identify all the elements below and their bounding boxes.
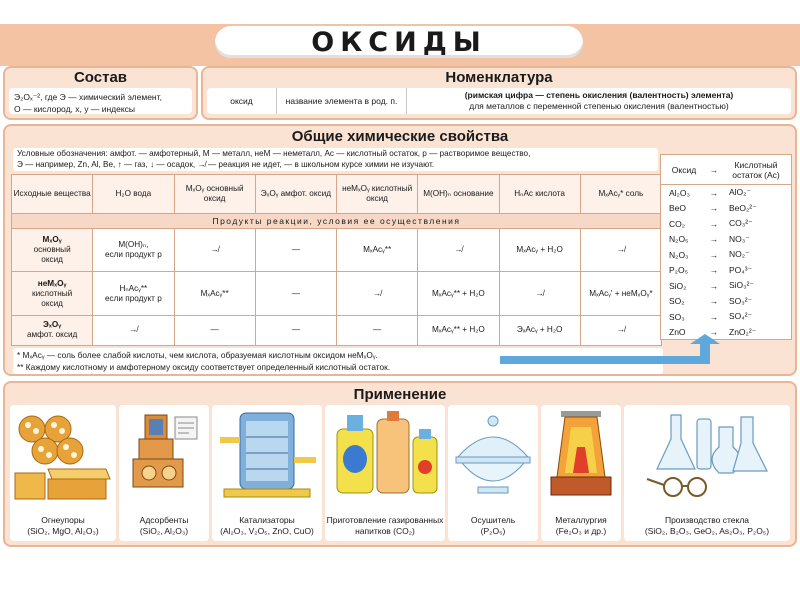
row-head-formula: ЭₓOᵧ <box>43 320 62 330</box>
acid-oxide-formula: ZnO <box>669 327 686 338</box>
table-cell: ↛ <box>580 315 661 345</box>
properties-legend <box>13 148 658 171</box>
table-cell: ЭₓAcᵧ + H₂O <box>499 315 580 345</box>
table-cell: ↛ <box>174 229 255 272</box>
arrow-icon: → <box>709 265 719 276</box>
composition-panel <box>3 66 198 120</box>
acid-table-row <box>661 278 791 294</box>
acid-table-row <box>661 216 791 232</box>
table-row <box>12 229 662 272</box>
acid-oxide-formula: CO₂ <box>669 218 686 229</box>
application-adsorbents <box>119 405 209 541</box>
adsorber-apparatus-icon <box>119 407 209 505</box>
nomenclature-valence-line-2: для металлов с переменной степенью окисления (валентностью) <box>469 101 729 111</box>
table-cell: M(OH)ₙ, если продукт р <box>93 229 174 272</box>
nomenclature-valence-line-1: (римская цифра — степень окисления (валентность) элемента) <box>464 90 734 100</box>
application-refractories <box>10 405 116 541</box>
acid-residue-formula: SO₄²⁻ <box>729 311 753 322</box>
nomenclature-col-oxide: оксид <box>207 88 277 114</box>
application-caption: Приготовление газированных напитков (CO₂) <box>326 515 444 536</box>
table-band-label: Продукты реакции, условия ее осуществления <box>12 213 662 228</box>
arrow-icon: → <box>709 234 719 245</box>
acid-oxide-formula: P₂O₅ <box>669 265 689 276</box>
table-cell: — <box>255 272 336 315</box>
table-cell: ↛ <box>580 229 661 272</box>
row-head-line: основный <box>33 245 71 255</box>
acid-residue-table <box>660 154 792 340</box>
table-cell: — <box>174 315 255 345</box>
application-caption: Адсорбенты (SiO₂, Al₂O₃) <box>139 515 189 536</box>
arrow-icon: → <box>709 327 719 338</box>
acid-col-residue: Кислотный остаток (Ac) <box>732 159 780 180</box>
acid-table-row <box>661 232 791 248</box>
acid-table-row <box>661 201 791 217</box>
acid-table-header <box>661 155 791 185</box>
row-head-formula: MₓOᵧ <box>42 235 62 245</box>
application-desiccant <box>448 405 538 541</box>
table-cell: MₓAcᵧ + H₂O <box>499 229 580 272</box>
acid-table-row <box>661 247 791 263</box>
acid-residue-formula: AlO₂⁻ <box>729 187 751 198</box>
acid-oxide-formula: N₂O₅ <box>669 234 689 245</box>
table-cell: MₓAcᵧ' + неMₓOᵧ* <box>580 272 661 315</box>
table-cell: — <box>255 315 336 345</box>
reaction-table <box>11 174 662 346</box>
composition-body <box>9 88 192 114</box>
table-cell: ↛ <box>93 315 174 345</box>
table-cell: ↛ <box>337 272 418 315</box>
flow-arrow-icon <box>500 334 730 364</box>
legend-line-2: Э — например, Zn, Al, Be, ↑ — газ, ↓ — осадок, ↛ — реакция не идет, — в школьном курсе химии не изучают. <box>17 159 435 169</box>
acid-col-oxide: Оксид <box>671 164 697 175</box>
acid-oxide-formula: N₂O₃ <box>669 249 689 260</box>
application-catalysts <box>212 405 322 541</box>
table-row <box>12 272 662 315</box>
acid-residue-formula: CO₃²⁻ <box>729 218 753 229</box>
application-caption: Катализаторы (Al₂O₃, V₂O₅, ZnO, CuO) <box>220 515 314 536</box>
title-pill <box>215 26 583 58</box>
composition-heading: Состав <box>73 68 128 86</box>
row-head-line: оксид <box>41 255 63 265</box>
table-cell: — <box>337 315 418 345</box>
table-cell: — <box>255 229 336 272</box>
table-band-row <box>12 213 662 228</box>
acid-oxide-formula: BeO <box>669 203 687 214</box>
nomenclature-col-element: название элемента в род. п. <box>277 88 407 114</box>
arrow-icon: → <box>709 296 719 307</box>
acid-table-rows <box>661 185 791 340</box>
row-head <box>12 229 93 272</box>
table-cell: ↛ <box>499 272 580 315</box>
nomenclature-panel <box>201 66 797 120</box>
arrow-icon: → <box>709 311 719 322</box>
header-cell: MₓOᵧ основный оксид <box>174 175 255 214</box>
acid-table-row <box>661 263 791 279</box>
acid-oxide-formula: Al₂O₃ <box>669 187 690 198</box>
table-header-row <box>12 175 662 214</box>
header-cell: неMₓOᵧ кислотный оксид <box>337 175 418 214</box>
desiccator-icon <box>448 407 538 505</box>
application-caption: Металлургия (Fe₂O₃ и др.) <box>555 515 607 536</box>
acid-table-row <box>661 185 791 201</box>
acid-table-row <box>661 294 791 310</box>
application-caption: Огнеупоры (SiO₂, MgO, Al₂O₃) <box>27 515 99 536</box>
table-cell: ↛ <box>418 229 499 272</box>
row-head-line: оксид <box>41 298 63 308</box>
header-cell: MₓAcᵧ* соль <box>580 175 661 214</box>
application-caption: Осушитель (P₂O₅) <box>470 515 516 536</box>
acid-residue-formula: PO₄³⁻ <box>729 264 753 275</box>
row-head-line: кислотный <box>32 288 73 298</box>
row-head <box>12 272 93 315</box>
refractory-bricks-icon <box>10 407 116 505</box>
arrow-icon: → <box>709 218 719 229</box>
acid-oxide-formula: SO₂ <box>669 296 685 307</box>
table-cell: MₓAcᵧ** + H₂O <box>418 272 499 315</box>
blast-furnace-icon <box>541 407 621 505</box>
arrow-icon: → <box>709 164 719 175</box>
arrow-icon: → <box>709 280 719 291</box>
row-head <box>12 315 93 345</box>
header-cell: Исходные вещества <box>12 175 93 214</box>
properties-heading: Общие химические свойства <box>291 127 509 145</box>
nomenclature-body <box>207 88 791 114</box>
composition-line-2: О — кислород, x, y — индексы <box>14 104 136 114</box>
catalytic-column-icon <box>212 407 322 505</box>
table-cell: MₓAcᵧ** <box>337 229 418 272</box>
header-cell: ЭₓOᵧ амфот. оксид <box>255 175 336 214</box>
row-head-formula: неMₓOᵧ <box>37 278 67 288</box>
table-cell: HₙAcᵧ** если продукт р <box>93 272 174 315</box>
composition-line-1: Э₂Oₓ⁻², где Э — химический элемент, <box>14 92 162 102</box>
page-title: ОКСИДЫ <box>311 26 487 58</box>
nomenclature-col-valence <box>407 88 791 114</box>
legend-line-1: Условные обозначения: амфот. — амфотерный, М — металл, неМ — неметалл, Ac — кислотный остаток, р — растворимое вещество, <box>17 149 531 158</box>
application-soda <box>325 405 445 541</box>
acid-residue-formula: SiO₃²⁻ <box>729 280 754 291</box>
row-head-line: амфот. оксид <box>26 330 78 340</box>
table-cell: MₓAcᵧ** + H₂O <box>418 315 499 345</box>
header-cell: HₙAc кислота <box>499 175 580 214</box>
nomenclature-grid <box>207 88 791 114</box>
acid-residue-formula: NO₃⁻ <box>729 233 750 244</box>
application-caption: Производство стекла (SiO₂, B₂O₃, GeO₂, As₂O₃, P₂O₅) <box>644 515 770 536</box>
applications-heading: Применение <box>353 385 447 403</box>
arrow-icon: → <box>709 203 719 214</box>
applications-panel <box>3 381 797 547</box>
header-cell: M(OH)ₙ основание <box>418 175 499 214</box>
application-metallurgy <box>541 405 621 541</box>
header-cell: H₂O вода <box>93 175 174 214</box>
table-cell: MₓAcᵧ** <box>174 272 255 315</box>
acid-table-row <box>661 309 791 325</box>
nomenclature-heading: Номенклатура <box>445 68 553 86</box>
acid-oxide-formula: SiO₂ <box>669 280 687 291</box>
glassware-icon <box>624 407 790 505</box>
arrow-icon: → <box>709 249 719 260</box>
arrow-icon: → <box>709 187 719 198</box>
note-1: * MₓAcᵧ — соль более слабой кислоты, чем кислота, образуемая кислотным оксидом неMₓOᵧ. <box>17 350 378 360</box>
acid-residue-formula: ZnO₂²⁻ <box>729 326 757 337</box>
acid-oxide-formula: SO₃ <box>669 311 685 322</box>
acid-residue-formula: SO₃²⁻ <box>729 295 753 306</box>
soda-bottles-icon <box>325 407 445 505</box>
acid-residue-formula: NO₂⁻ <box>729 249 750 260</box>
note-2: ** Каждому кислотному и амфотерному оксиду соответствует определенный кислотный остаток. <box>17 362 391 372</box>
application-glass <box>624 405 790 541</box>
applications-row <box>10 405 790 541</box>
acid-residue-formula: BeO₂²⁻ <box>729 202 757 213</box>
properties-table <box>11 174 662 346</box>
